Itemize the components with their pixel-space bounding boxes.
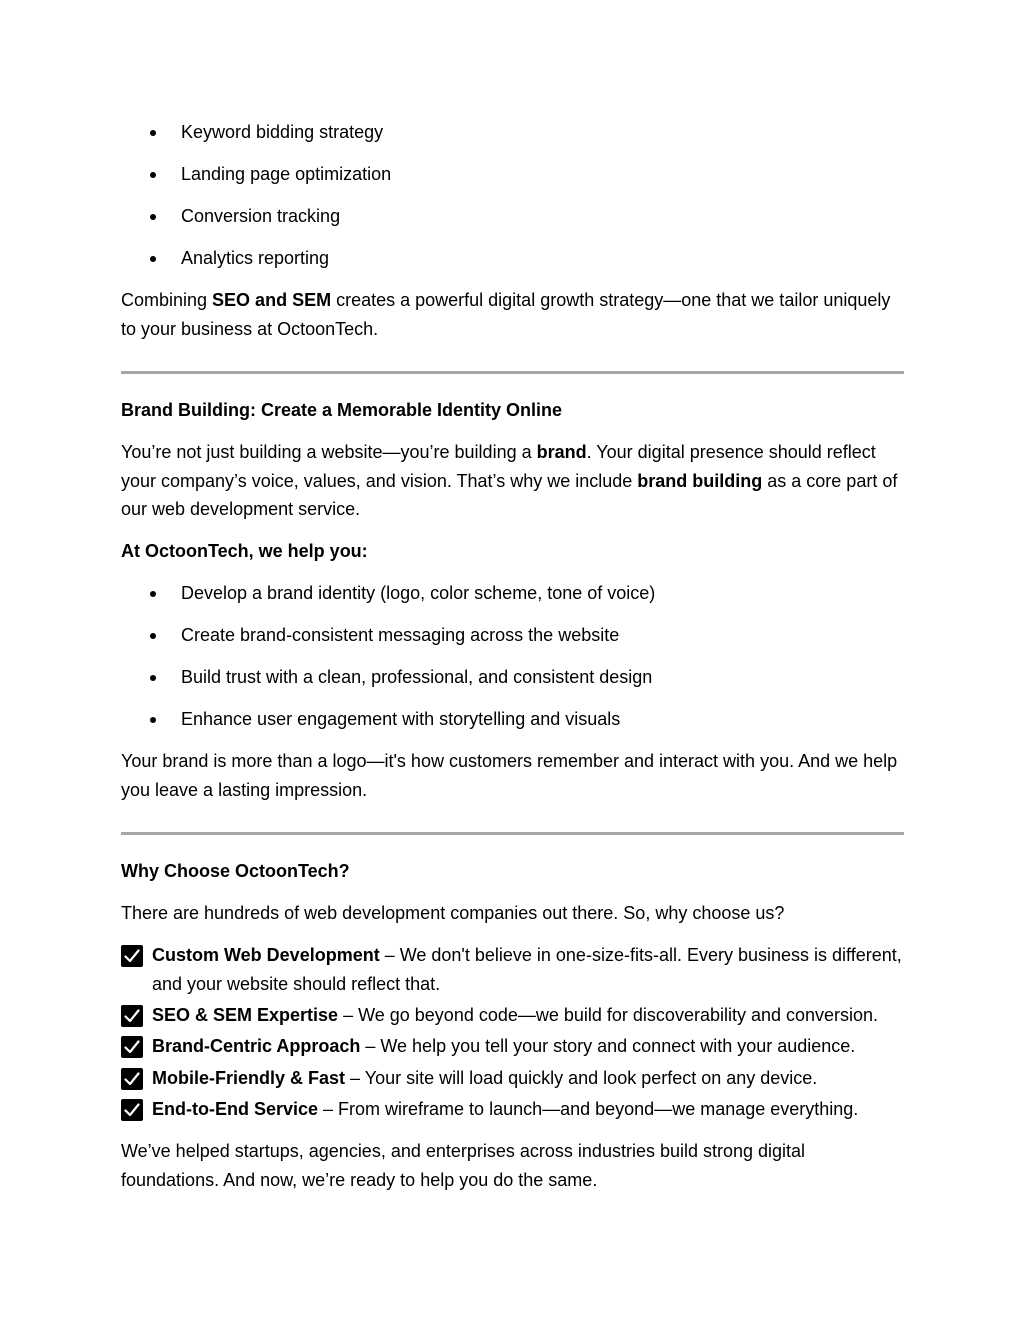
seo-sem-bullet-list: [121, 118, 904, 273]
section-divider: [121, 371, 904, 374]
list-item: Custom Web Development – We don't believe in one-size-fits-all. Every business is different, and your website should reflect that.: [121, 941, 904, 999]
bullet-dot-icon: [150, 214, 156, 220]
bullet-dot-icon: [150, 675, 156, 681]
list-item: Analytics reporting: [121, 244, 904, 273]
check-mark-box-icon: [121, 1005, 143, 1027]
bullet-dot-icon: [150, 172, 156, 178]
bullet-dot-icon: [150, 591, 156, 597]
brand-building-heading: Brand Building: Create a Memorable Identity Online: [121, 400, 563, 420]
bullet-dot-icon: [150, 717, 156, 723]
check-mark-box-icon: [121, 1099, 143, 1121]
list-item: Brand-Centric Approach – We help you tell your story and connect with your audience.: [121, 1032, 904, 1061]
why-checklist: [121, 941, 904, 1124]
list-item: End-to-End Service – From wireframe to launch—and beyond—we manage everything.: [121, 1095, 904, 1124]
combining-paragraph: Combining SEO and SEM creates a powerful digital growth strategy—one that we tailor uniquely to your business at OctoonTech.: [121, 290, 891, 339]
check-mark-box-icon: [121, 1036, 143, 1058]
check-mark-box-icon: [121, 1068, 143, 1090]
bullet-dot-icon: [150, 256, 156, 262]
brand-closing-paragraph: Your brand is more than a logo—it's how customers remember and interact with you. And we help you leave a lasting impression.: [121, 751, 898, 800]
list-item: Develop a brand identity (logo, color scheme, tone of voice): [121, 579, 904, 608]
list-item: Landing page optimization: [121, 160, 904, 189]
list-item: Enhance user engagement with storytelling and visuals: [121, 705, 904, 734]
list-item: Conversion tracking: [121, 202, 904, 231]
brand-intro-paragraph: You’re not just building a website—you’re building a brand. Your digital presence should reflect your company’s voice, values, and vision. That’s why we include brand building as a core part of our web development service.: [121, 442, 898, 519]
document-page: [121, 118, 904, 1208]
bullet-dot-icon: [150, 633, 156, 639]
check-mark-box-icon: [121, 945, 143, 967]
why-intro-paragraph: There are hundreds of web development companies out there. So, why choose us?: [121, 903, 785, 923]
section-divider: [121, 832, 904, 835]
list-item: Mobile-Friendly & Fast – Your site will load quickly and look perfect on any device.: [121, 1064, 904, 1093]
help-label: At OctoonTech, we help you:: [121, 541, 368, 561]
list-item: Create brand-consistent messaging across the website: [121, 621, 904, 650]
list-item: Build trust with a clean, professional, and consistent design: [121, 663, 904, 692]
list-item: SEO & SEM Expertise – We go beyond code—we build for discoverability and conversion.: [121, 1001, 904, 1030]
bullet-dot-icon: [150, 130, 156, 136]
why-choose-heading: Why Choose OctoonTech?: [121, 861, 350, 881]
brand-bullet-list: [121, 579, 904, 734]
list-item: Keyword bidding strategy: [121, 118, 904, 147]
why-closing-paragraph: We’ve helped startups, agencies, and enterprises across industries build strong digital foundations. And now, we’re ready to help you do the same.: [121, 1141, 806, 1190]
